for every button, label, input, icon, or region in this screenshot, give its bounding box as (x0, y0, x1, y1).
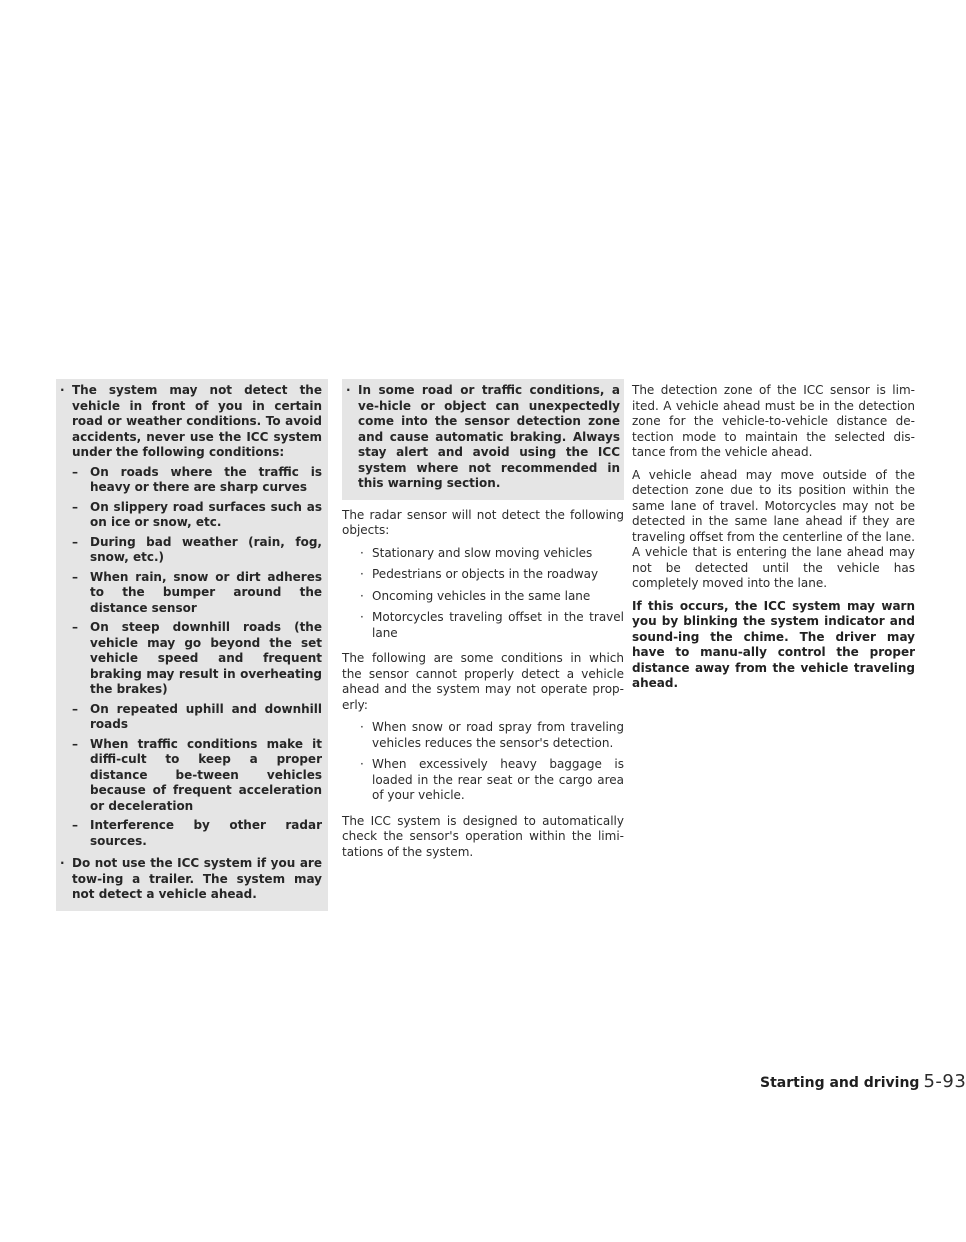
warning-item-conditions (56, 383, 322, 461)
list-item (342, 610, 624, 641)
list-item-text: Motorcycles traveling offset in the travel lane (372, 610, 624, 640)
condition-item (56, 818, 322, 849)
condition-item (56, 500, 322, 531)
condition-text: When rain, snow or dirt adheres to the bumper around the distance sensor (90, 569, 322, 615)
list-item (342, 720, 624, 751)
warning-box-trailer-conditions (56, 379, 328, 911)
bullet-dot: · (360, 588, 364, 603)
condition-item (56, 570, 322, 617)
condition-item (56, 702, 322, 733)
list-item-text: When excessively heavy baggage is loaded in the rear seat or the cargo area of your vehicle. (372, 757, 624, 802)
column-middle (342, 379, 624, 867)
list-item (342, 757, 624, 804)
paragraph-closing: The ICC system is designed to automatically check the sensor's operation within the limi-tations of the system. (342, 813, 624, 859)
paragraph-conditions-intro: The following are some conditions in which the sensor cannot properly detect a vehicle ahead and the system may not operate prop-erly: (342, 651, 624, 712)
dash-marker: – (72, 499, 78, 514)
condition-item (56, 620, 322, 698)
page-number: 5-93 (923, 1071, 966, 1092)
paragraph-detection-zone: The detection zone of the ICC sensor is lim-ited. A vehicle ahead must be in the detection zone for the vehicle-to-vehicle distance de-tection mode to maintain the selected dis-tance from the vehicle ahead. (632, 383, 915, 459)
dash-marker: – (72, 736, 78, 751)
dash-marker: – (72, 569, 78, 584)
dash-marker: – (72, 620, 78, 634)
page-footer (760, 1071, 966, 1092)
condition-text: Interference by other radar sources. (90, 818, 322, 848)
paragraph-warning-chime: If this occurs, the ICC system may warn you by blinking the system indicator and sound-ing the chime. The driver may have to manu-ally control the proper distance away from the vehicle traveling ahead. (632, 598, 915, 690)
conditions-list (342, 720, 624, 804)
dash-marker: – (72, 464, 78, 479)
bullet-dot: · (346, 383, 351, 397)
bullet-dot: · (360, 610, 364, 624)
list-item-text: When snow or road spray from traveling vehicles reduces the sensor's detection. (372, 720, 624, 750)
dash-marker: – (72, 534, 78, 549)
condition-item (56, 737, 322, 815)
list-item (342, 589, 624, 605)
dash-marker: – (72, 818, 78, 832)
warning-item-trailer (56, 856, 322, 903)
bullet-dot: · (360, 545, 364, 560)
condition-text: During bad weather (rain, fog, snow, etc.) (90, 534, 322, 564)
paragraph-objects-intro: The radar sensor will not detect the following objects: (342, 507, 624, 537)
warning-box-unexpected-braking (342, 379, 624, 500)
column-right (632, 383, 915, 699)
condition-text: On repeated uphill and downhill roads (90, 701, 322, 731)
condition-text: On roads where the traffic is heavy or there are sharp curves (90, 464, 322, 494)
paragraph-vehicle-outside: A vehicle ahead may move outside of the detection zone due to its position within the same lane of travel. Motorcycles may not be detected in the same lane ahead if they are traveling offset from the centerline of the lane. A vehicle that is entering the lane ahead may not be detected until the vehicle has completely moved into the lane. (632, 467, 915, 590)
bullet-dot: · (360, 567, 364, 581)
list-item-text: Pedestrians or objects in the roadway (372, 567, 599, 581)
list-item (342, 567, 624, 583)
condition-text: On steep downhill roads (the vehicle may go beyond the set vehicle speed and frequent braking may result in overheating the brakes) (90, 620, 322, 696)
warning-item (342, 383, 620, 492)
bullet-dot: · (60, 383, 65, 397)
condition-text: When traffic conditions make it diffi-cult to keep a proper distance be-tween vehicles because of frequent acceleration or deceleration (90, 736, 322, 813)
list-item-text: Stationary and slow moving vehicles (372, 545, 593, 560)
objects-list (342, 546, 624, 642)
dash-marker: – (72, 701, 78, 716)
warning-text: Do not use the ICC system if you are tow-ing a trailer. The system may not detect a vehicle ahead. (72, 856, 322, 901)
condition-item (56, 535, 322, 566)
section-title: Starting and driving (760, 1075, 920, 1091)
warning-text: The system may not detect the vehicle in front of you in certain road or weather conditions. To avoid accidents, never use the ICC system under the following conditions: (72, 383, 322, 459)
list-item-text: Oncoming vehicles in the same lane (372, 588, 591, 603)
condition-item (56, 465, 322, 496)
bullet-dot: · (60, 856, 65, 870)
warning-text: In some road or traffic conditions, a ve-hicle or object can unexpectedly come into the sensor detection zone and cause automatic braking. Always stay alert and avoid using the ICC system where not recommended in this warning section. (358, 383, 620, 490)
list-item (342, 546, 624, 562)
bullet-dot: · (360, 757, 364, 771)
condition-text: On slippery road surfaces such as on ice or snow, etc. (90, 499, 322, 529)
bullet-dot: · (360, 720, 364, 734)
